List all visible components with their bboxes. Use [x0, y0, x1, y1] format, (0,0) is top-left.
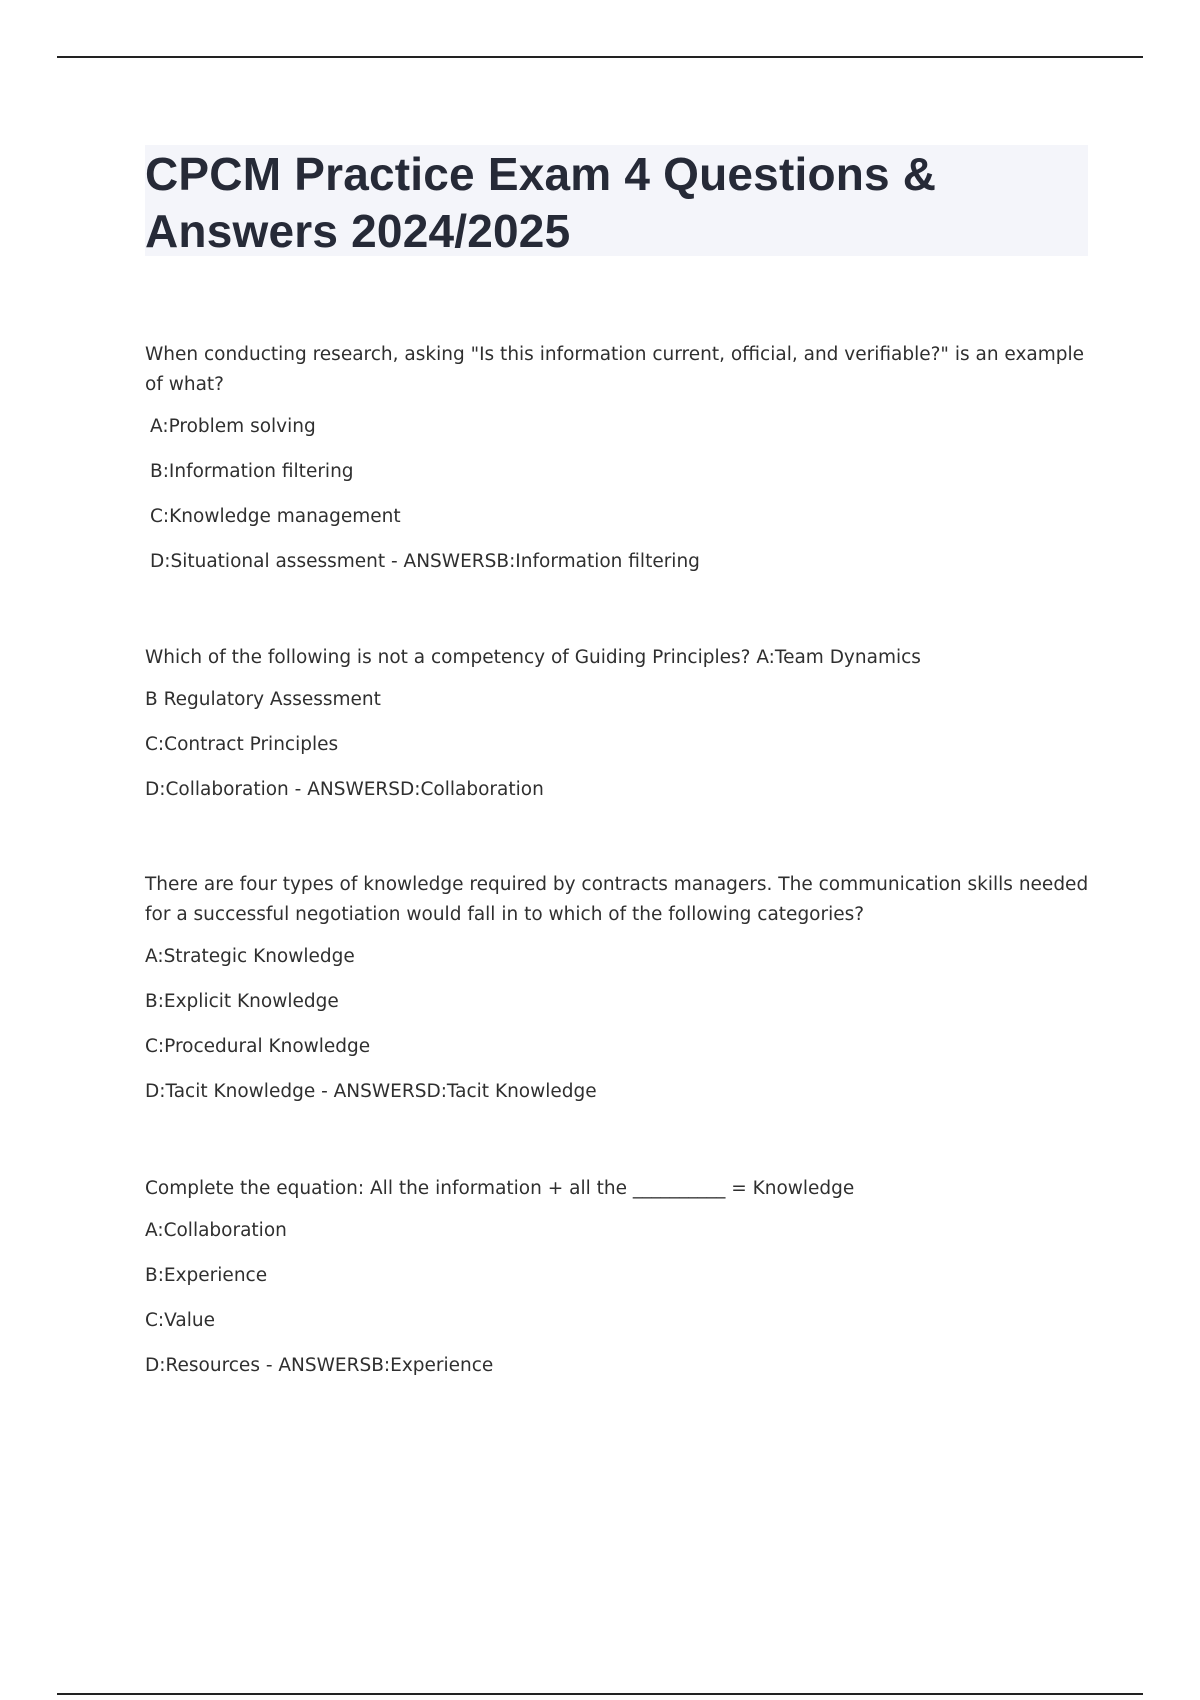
- option-b: B:Information filtering: [150, 461, 354, 482]
- option-a: A:Collaboration: [145, 1220, 287, 1241]
- option-d-with-answer: D:Collaboration - ANSWERSD:Collaboration: [145, 779, 544, 800]
- option-c: C:Knowledge management: [150, 506, 401, 527]
- option-c: C:Procedural Knowledge: [145, 1036, 371, 1057]
- option-d-with-answer: D:Tacit Knowledge - ANSWERSD:Tacit Knowledge: [145, 1081, 597, 1102]
- question-text: When conducting research, asking "Is this information current, official, and verifiable?" is an example of what?: [145, 344, 1085, 395]
- title-banner: [145, 145, 1088, 256]
- option-d-with-answer: D:Situational assessment - ANSWERSB:Information filtering: [150, 551, 700, 572]
- page-title: CPCM Practice Exam 4 Questions & Answers 2024/2025: [145, 148, 937, 257]
- option-c: C:Value: [145, 1310, 215, 1331]
- bottom-divider: [57, 1693, 1143, 1695]
- option-a: A:Problem solving: [150, 416, 316, 437]
- question-text: There are four types of knowledge required by contracts managers. The communication skills needed for a successful negotiation would fall in to which of the following categories?: [145, 874, 1089, 925]
- question-1: [145, 340, 1095, 577]
- question-4: [145, 1174, 1095, 1381]
- option-d-with-answer: D:Resources - ANSWERSB:Experience: [145, 1355, 494, 1376]
- option-c: C:Contract Principles: [145, 734, 339, 755]
- question-text: Which of the following is not a competency of Guiding Principles? A:Team Dynamics: [145, 647, 921, 668]
- question-text: Complete the equation: All the information + all the __________ = Knowledge: [145, 1178, 855, 1199]
- option-b: B Regulatory Assessment: [145, 689, 381, 710]
- question-3: [145, 870, 1095, 1107]
- option-b: B:Experience: [145, 1265, 268, 1286]
- option-a: A:Strategic Knowledge: [145, 946, 355, 967]
- question-2: [145, 643, 1095, 805]
- top-divider: [57, 56, 1143, 58]
- option-b: B:Explicit Knowledge: [145, 991, 339, 1012]
